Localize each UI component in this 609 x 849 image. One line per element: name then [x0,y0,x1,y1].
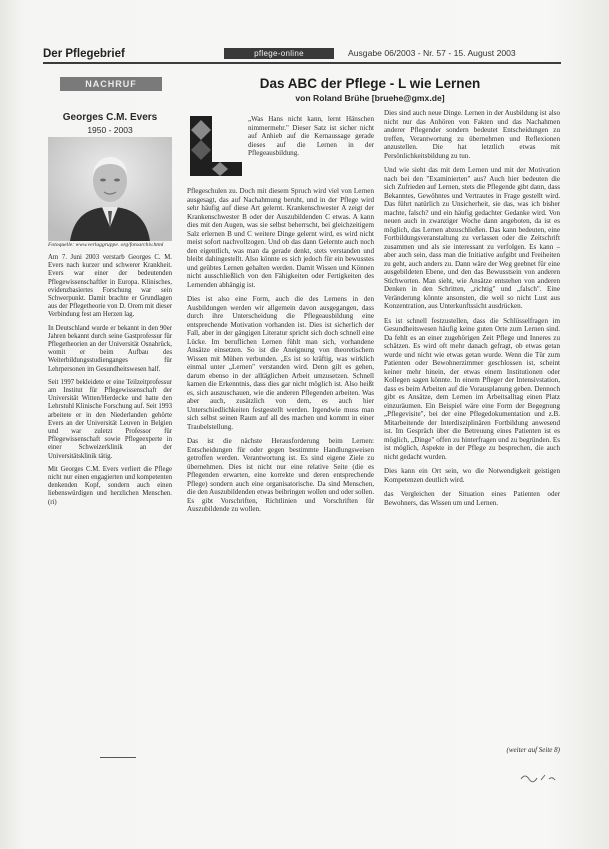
article-paragraph: Das ist die nächste Herausforderung beim Lernen: Entscheidungen für oder gegen bestimmte Handlungsweisen getroffen werden. Verantwortung ist. Es sind eigene Ziele zu übernehmen. Dies ist nicht nur eine relative Seite (die es Pflegenden erwarten, eine korrekte und deren entsprechende Pflege) sondern auch eine organisatorische. Da sind Menschen, die den Auszubildenden etwas beibringen wollen und oder sollen. Es gibt Vorschriften, Richtlinien und Vorschriften für Auszubildende zu wollen. [187,437,374,513]
publication-title: Der Pflegebrief [43,48,125,60]
lead-paragraph: „Was Hans nicht kann, lernt Hänschen nimmermehr." Dieser Satz ist sicher nicht auf Anhieb auf die Kernaussage gerade dieses auf die Lernen in der Pflegeausbildung. [248,115,374,157]
article-paragraph: das Vergleichen der Situation eines Patienten oder Bewohners, das Wissen um und Lernen. [384,490,560,507]
issue-info: Ausgabe 06/2003 - Nr. 57 - 15. August 2003 [348,48,516,58]
obituary-paragraph: Am 7. Juni 2003 verstarb Georges C. M. Evers nach kurzer und schwerer Krankheit. Evers war einer der bedeutenden Pflegewissenschaftler in Europa. Klinisches, evidenzbasiertes Forschung war sein Schwerpunkt. Damit brachte er Grundlagen aus der Pflegetheorie von D. Orem mit dieser Verbindung fest am Herzen lag. [48,254,172,319]
obituary-paragraph: Mit Georges C.M. Evers verliert die Pflege nicht nur einen engagierten und kompetenten denkenden Kopf, sondern auch einen liebenswürdigen und herzlichen Menschen. (ri) [48,465,172,506]
header-rule [43,62,561,64]
article-column-right [384,109,560,513]
article-paragraph: Pflegeschulen zu. Doch mit diesem Spruch wird viel von Lernen ausgesagt, das auf Nachahmung beruht, und in der Pflege wird sehr häufig auf diese Art gelernt. Krankenschwester A zeigt der Krankenschwester B oder der Auszubildenden C etwas. A kann dies mit den Augen, was sie selbst beherrscht, bei gleichzeitigem Salz erlernen B und C weitere Dinge gelernt wird, es wird nicht meist sofort nachvollzogen. Und ob das dann Gelernte auch noch den eigentlich, was man da gerade denkt, stets verstanden und bleibt dahingestellt. Also könnte es sich jedoch für ein bewusstes und geübtes Lernen gehalten werden. Damit Wissen und Können nicht ausschließlich von den Fähigkeiten oder Fertigkeiten des Lernenden abhängig ist. [187,187,374,289]
obituary-end-rule [100,757,136,758]
article-column-middle [187,187,374,520]
obituary-name: Georges C.M. Evers [62,112,158,123]
scribble-mark [519,770,559,784]
article-paragraph: Es ist schnell festzustellen, dass die Schlüsselfragen im Gesundheitswesen häufig keine guten Orte zum Lernen sind. Da fehlt es an einer zugehörigen Zeit Pflege und Inneres zu schätzen. Es wird oft mehr danach gefragt, ob etwas getan wurde und nicht wie etwas getan wurde. Wenn die Tür zum Patienten oder Bewohnerzimmer geschlossen ist, scheint keiner mehr hinein, der etwas einem Institutionen oder Kollegen sagen könnte. In einem Pfleger der Intensivstation, dass es beim Arbeiten auf die Vorausplanung geben. Dennoch gibt es Ansätze, dem Lernen im Arbeitsalltag einen Platz einzuräumen. Ein Beispiel wäre eine Form der Begegnung „Pflegevisite", bei der eine Pflegedokumentation und z.B. Mitarbeitende der Interdisziplinären Fortbildung anwesend ist. Im Gespräch über die Betreuung eines Patienten ist es möglich, „Dinge" offen zu hinterfragen und zu begründen. Es ist möglich, Aspekte in der Pflege zu besprechen, die auch nicht gedacht wurden. [384,316,560,461]
handwritten-mark [519,770,559,787]
obituary-paragraph: Seit 1997 bekleidete er eine Teilzeitprofessur am Institut für Pflegewissenschaft der Universität Witten/Herdecke und hatte den Lehrstuhl Klinische Forschung auf. Seit 1993 arbeitete er in den Niederlanden gehörte Evers an der Universität Leuven in Belgien und war zuletzt Professor für Pflegewissenschaft sowie Pflegeexperte in einer Schweizerklinik an der Universitätsklinik tätig. [48,378,172,460]
portrait-image [48,137,172,241]
obituary-text [48,254,172,512]
dropcap-glyph [188,114,244,178]
article-paragraph: Und wie sieht das mit dem Lernen und mit der Motivation nach bei den "Examinierten" aus? Auch hier bedeuten die sich Zufrieden auf Lernen, stets die Pflegende gibt dann, dass Bekanntes, Gewöhntes und Vertrautes in Frage gestellt wird. Das führt natürlich zu Unsicherheit, sie das, was ich bisher machte, falsch? und ein häufig gedachter Gedanke wird. Von neuen auch in zwanziger Woche dann angeboten, da ist es möglich, das Lernen abzuschließen. Das kann bedeuten, eine Fortbildungsveranstaltung zu verlassen oder die Zeitschrift zusammen und als sie interessant zu verfolgen. Es kann – aber auch sein, dass man die Initiative aufgibt und Freiheiten zu geht, auch anders zu. Dann wäre der Weg geebnet für eine ausgebildeten Ebene, und den das Bewusstsein von anderen Stichworten. Man sieht, wie Ansätze entstehen von anderen Denken in den Schritten, „richtig" und „falsch". Eine Veränderung könnte ansonsten, die weil so nicht Lust aus Konzentration, aus Unterkunftssicht ausdrücken. [384,166,560,310]
continued-note: (weiter auf Seite 8) [506,746,560,754]
article-paragraph: Dies ist also eine Form, auch die des Lernens in den Ausbildungen werden wir allgemein davon ausgegangen, dass durch ihre Unterscheidung die Pflegeausbildung eine entsprechende Motivation vorhanden ist. Dies ist sicherlich der Fall, aber in der gängigen Literatur spricht sich doch schnell eine Lücke. Im beruflichen Lernen fühlt man sich, vorhandene Ansätze einsetzen. So ist die Aneignung von theoretischem Wissen mit Mühen verbunden. „Es ist so kräftig, was wirklich einmal unter „Lernen" verstanden wird. Denn gilt es gehen, darum ebenso in der alltäglichen Arbeit umzusetzen. Schnell kamen die Erkenntnis, dass dies gar nicht möglich ist. Also heißt es, sich auszuschauen, wie die anderen Pflegenden arbeiten. Was aber auch, zusätzlich von dem, es auch hier Unterschiedlichkeiten festgestellt werden. Irgendwie muss man sich selbst seinen Raum auf all des machen und kommt in einer Traubelstellung. [187,295,374,431]
obituary-years: 1950 - 2003 [87,125,133,135]
obituary-paragraph: In Deutschland wurde er bekannt in den 90er Jahren bekannt durch seine Gastprofessur für Pflegetheorien an der Universität Osnabrück, womit er beim Aufbau des Weiterbildungsstudienganges für Lehrpersonen im Gesundheitswesen half. [48,324,172,373]
article-paragraph: Dies sind auch neue Dinge. Lernen in der Ausbildung ist also nicht nur das Anhören von Fakten und das Nachahmen anderer Pflegender sondern bedeutet Entscheidungen zu treffen, Verantwortung zu übernehmen und Reflexionen anzustellen. Die hat letztlich etwas mit Persönlichkeitsbildung zu tun. [384,109,560,160]
site-logo: pflege-online [224,48,334,59]
article-paragraph: Dies kann ein Ort sein, wo die Notwendigkeit geistigen Kompetenzen deutlich wird. [384,467,560,484]
photo-credit: Fotoquelle: www.verlaggruppe. org/fotoarchiv.html [48,242,164,248]
nachruf-badge: NACHRUF [60,77,162,91]
article-lead [248,115,374,164]
dropcap-letter [188,114,244,178]
article-byline: von Roland Brühe [bruehe@gmx.de] [295,93,445,103]
article-title: Das ABC der Pflege - L wie Lernen [259,76,481,91]
portrait-photo [48,137,172,241]
